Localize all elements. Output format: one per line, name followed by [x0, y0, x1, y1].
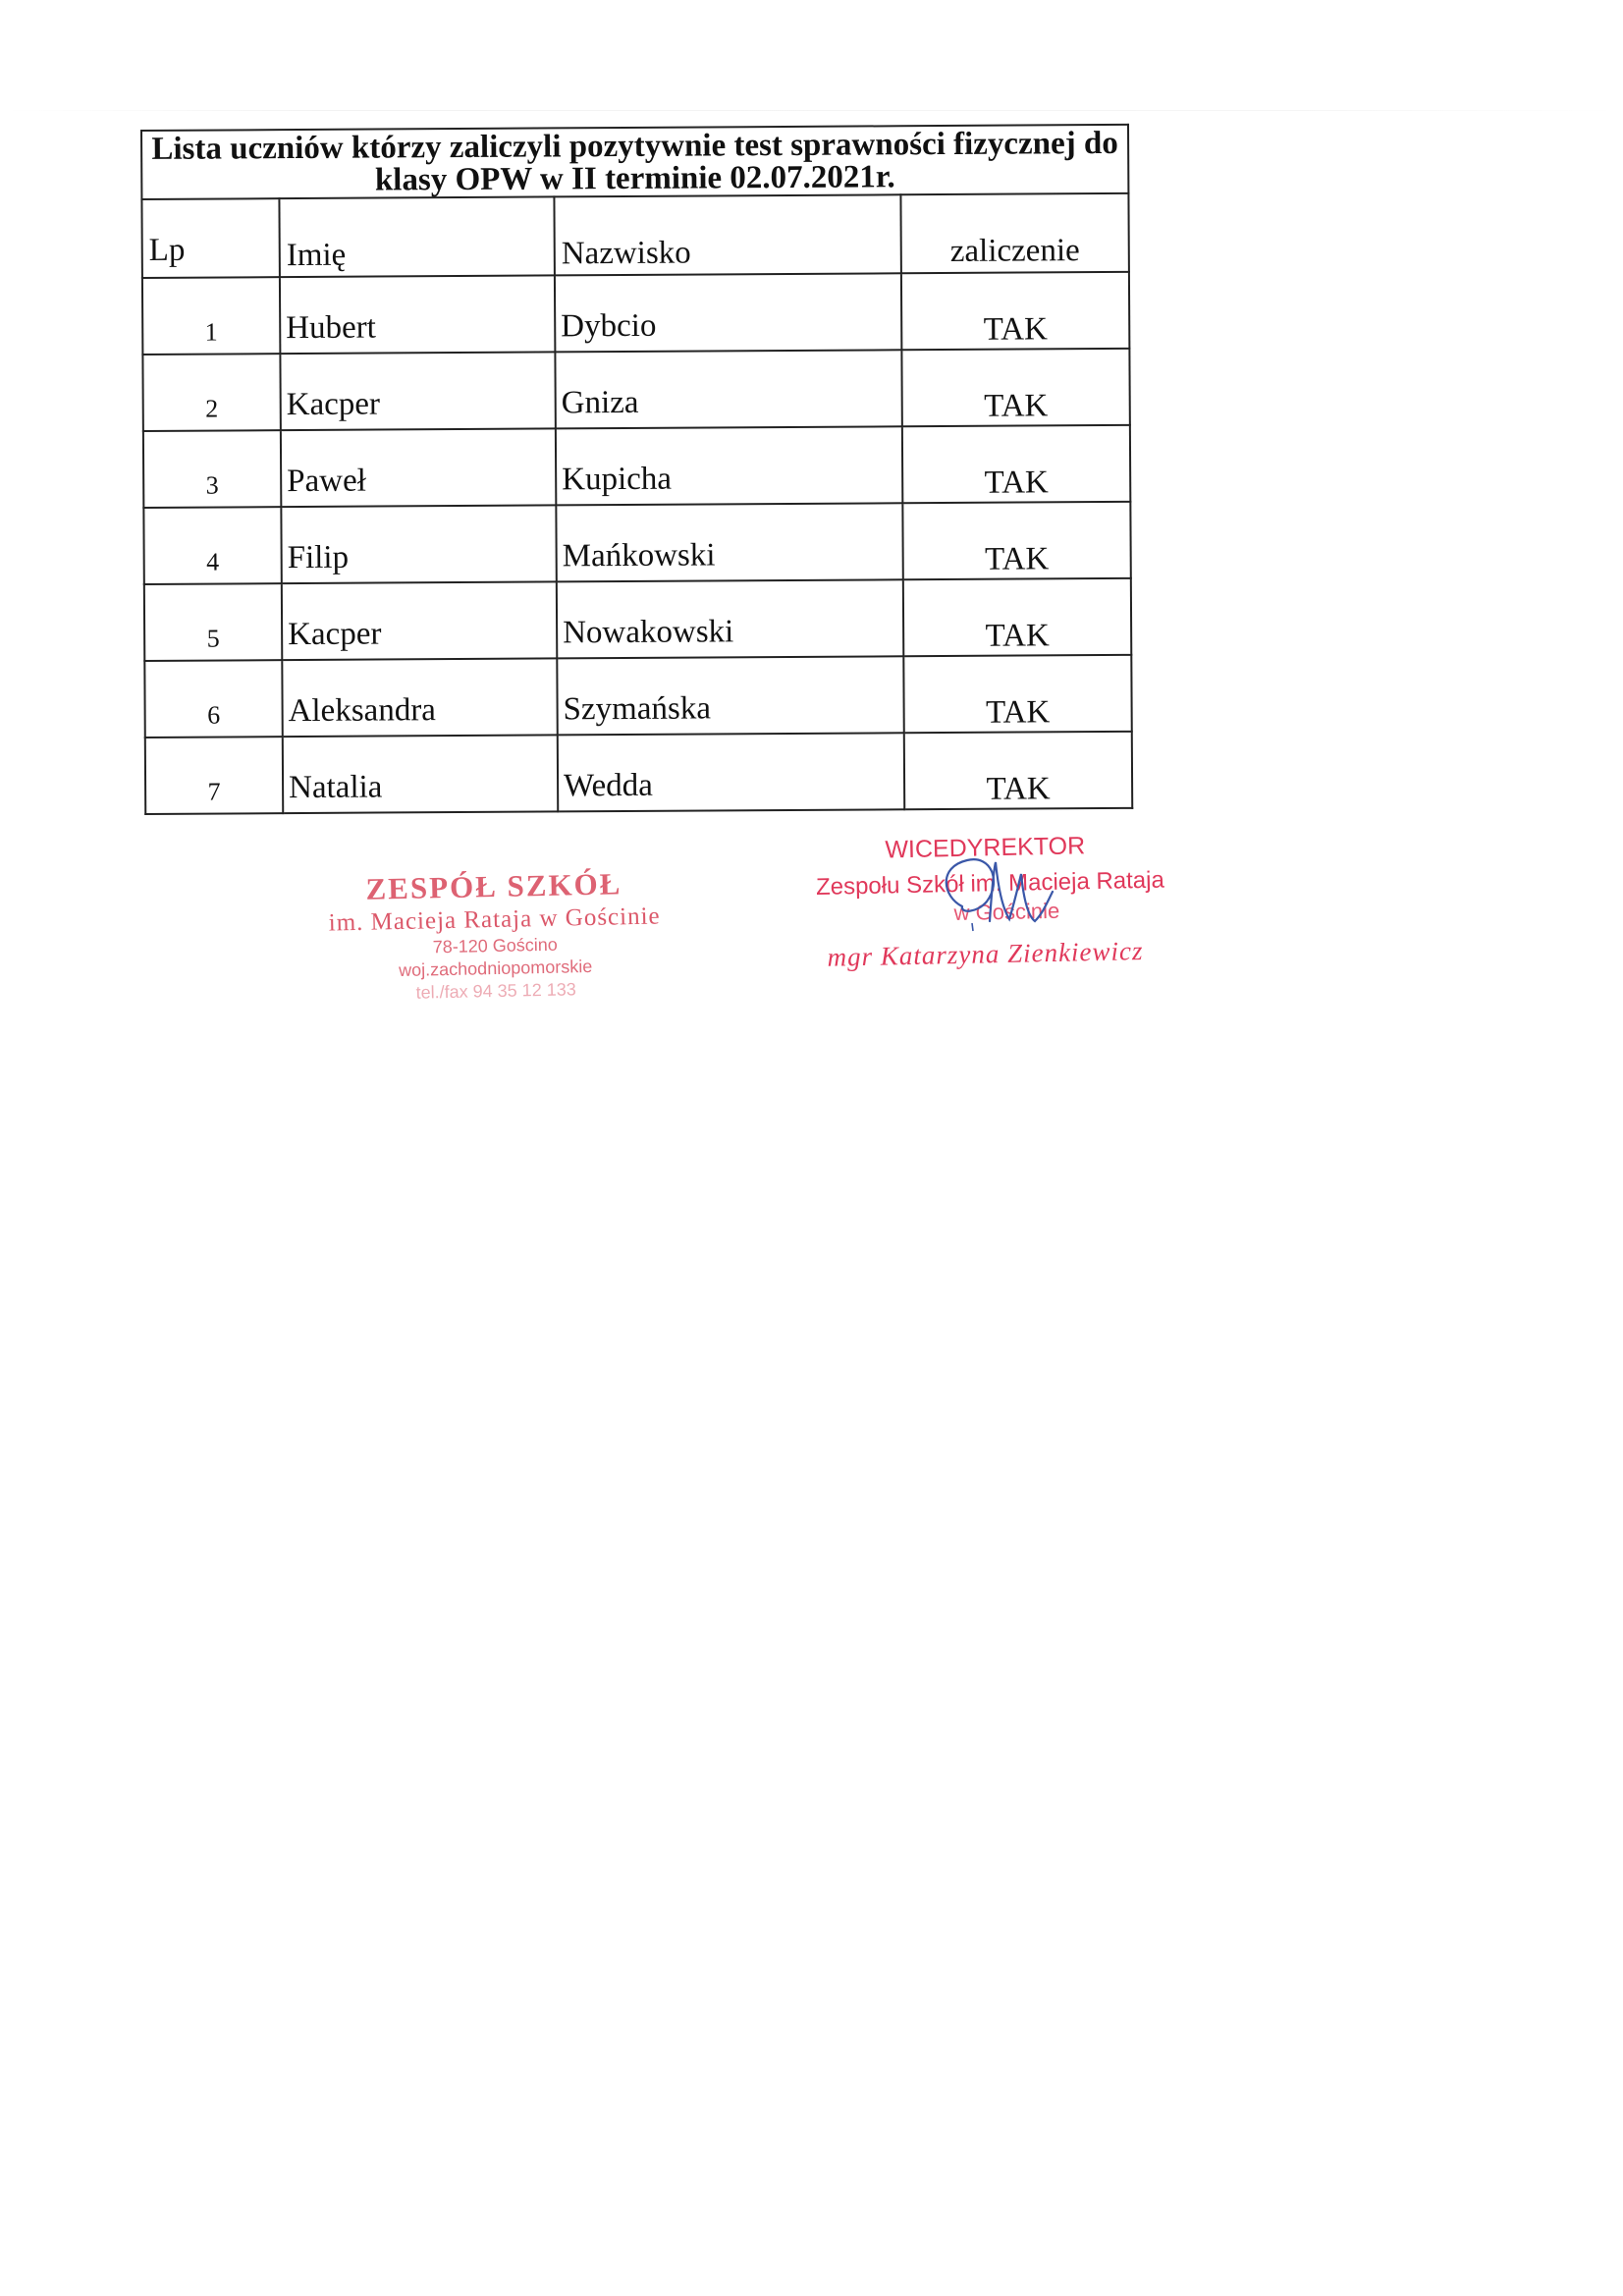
page-scan-edge [0, 110, 1623, 111]
row-result: TAK [903, 578, 1131, 656]
row-lp: 3 [143, 430, 281, 508]
row-lp: 2 [142, 354, 280, 431]
row-last-name: Szymańska [557, 656, 903, 735]
row-last-name: Nowakowski [557, 579, 903, 658]
table-row [143, 425, 1130, 508]
row-last-name: Wedda [558, 733, 904, 811]
row-first-name: Hubert [280, 275, 555, 354]
header-last-name: Nazwisko [554, 194, 900, 275]
results-document [140, 124, 1131, 815]
school-stamp [307, 865, 683, 1006]
row-result: TAK [901, 272, 1129, 350]
row-result: TAK [902, 425, 1130, 503]
school-stamp-region: woj.zachodniopomorskie [398, 956, 593, 981]
row-last-name: Kupicha [556, 426, 902, 505]
row-result: TAK [901, 349, 1129, 426]
row-lp: 6 [144, 660, 282, 738]
row-lp: 5 [144, 583, 282, 661]
header-row [141, 193, 1128, 278]
document-title: Lista uczniów którzy zaliczyli pozytywnie test sprawności fizycznej do klasy OPW w II terminie 02.07.2021r. [141, 125, 1128, 199]
header-result: zaliczenie [900, 193, 1128, 273]
signature-stamp-town: w Gościnie [953, 898, 1060, 926]
signature-stamp-role: WICEDYREKTOR [885, 832, 1086, 864]
handwritten-signature-icon [933, 852, 1129, 970]
table-row [145, 732, 1132, 814]
signature-stamp-person: mgr Katarzyna Zienkiewicz [827, 936, 1144, 972]
header-first-name: Imię [279, 196, 554, 277]
table-row [142, 272, 1129, 355]
row-result: TAK [902, 502, 1130, 579]
table-row [143, 502, 1130, 584]
row-lp: 1 [142, 277, 280, 355]
table-row [144, 578, 1131, 661]
row-lp: 7 [145, 737, 283, 814]
header-lp: Lp [141, 198, 279, 278]
row-lp: 4 [143, 507, 281, 584]
school-stamp-name: ZESPÓŁ SZKÓŁ [365, 866, 622, 906]
table-row [142, 349, 1129, 431]
results-table [140, 124, 1133, 815]
row-result: TAK [904, 732, 1132, 809]
row-first-name: Filip [281, 505, 556, 583]
school-stamp-postcode: 78-120 Gościno [432, 934, 558, 957]
row-last-name: Dybcio [555, 273, 901, 352]
row-last-name: Gniza [555, 350, 901, 428]
signature-stamp-school: Zespołu Szkół im. Macieja Rataja [815, 866, 1165, 901]
school-stamp-phone: tel./fax 94 35 12 133 [415, 979, 576, 1003]
row-result: TAK [903, 655, 1131, 733]
table-row [144, 655, 1131, 738]
row-last-name: Mańkowski [556, 503, 902, 581]
school-stamp-patron: im. Macieja Rataja w Gościnie [328, 902, 661, 937]
row-first-name: Kacper [282, 581, 557, 660]
row-first-name: Natalia [283, 735, 558, 813]
row-first-name: Paweł [281, 428, 556, 507]
title-row [141, 125, 1128, 199]
row-first-name: Aleksandra [282, 658, 557, 737]
row-first-name: Kacper [280, 352, 555, 430]
